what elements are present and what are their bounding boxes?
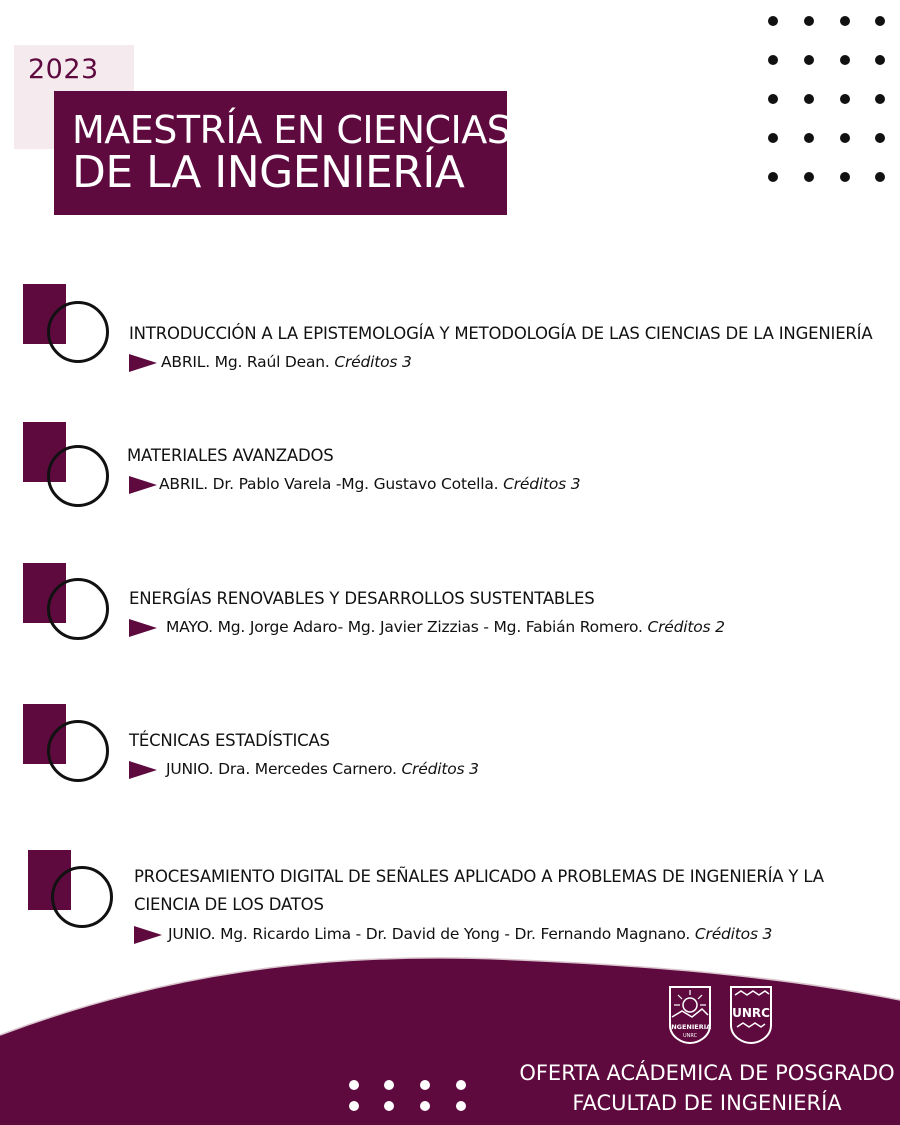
svg-text:UNRC: UNRC [732,1006,770,1020]
arrow-icon [129,619,157,637]
page-title-line2: DE LA INGENIERÍA [72,147,465,198]
bullet-ring-icon [47,301,109,363]
bullet-ring-icon [47,720,109,782]
course-credits: Créditos 2 [647,618,725,636]
course-title: PROCESAMIENTO DIGITAL DE SEÑALES APLICADO A PROBLEMAS DE INGENIERÍA Y LA CIENCIA DE LOS DATOS [134,867,824,914]
arrow-icon [129,476,157,494]
bullet-ring-icon [51,866,113,928]
course-detail: JUNIO. Dra. Mercedes Carnero. Créditos 3 [166,760,479,778]
course-title: TÉCNICAS ESTADÍSTICAS [129,731,330,750]
unrc-logo [729,985,773,1050]
arrow-icon [129,354,157,372]
course-credits: Créditos 3 [503,475,581,493]
course-credits: Créditos 3 [401,760,479,778]
bullet-ring-icon [47,445,109,507]
course-detail: JUNIO. Mg. Ricardo Lima - Dr. David de Yong - Dr. Fernando Magnano. Créditos 3 [168,925,773,943]
ingenieria-logo [668,985,712,1050]
svg-text:UNRC: UNRC [682,1033,698,1039]
page-title-line1: MAESTRÍA EN CIENCIAS [72,108,511,152]
course-credits: Créditos 3 [334,353,412,371]
course-detail: MAYO. Mg. Jorge Adaro- Mg. Javier Zizzias - Mg. Fabián Romero. Créditos 2 [166,618,725,636]
footer-title: OFERTA ACÁDEMICA DE POSGRADO [519,1061,895,1085]
arrow-icon [134,926,162,944]
year-label: 2023 [28,54,99,85]
course-title: INTRODUCCIÓN A LA EPISTEMOLOGÍA Y METODOLOGÍA DE LAS CIENCIAS DE LA INGENIERÍA [129,324,873,343]
course-title: MATERIALES AVANZADOS [127,446,334,465]
course-detail: ABRIL. Dr. Pablo Varela -Mg. Gustavo Cotella. Créditos 3 [159,475,581,493]
course-title: ENERGÍAS RENOVABLES Y DESARROLLOS SUSTENTABLES [129,589,595,608]
footer-subtitle: FACULTAD DE INGENIERÍA [572,1091,842,1115]
course-detail: ABRIL. Mg. Raúl Dean. Créditos 3 [161,353,412,371]
arrow-icon [129,761,157,779]
svg-text:INGENIERIA: INGENIERIA [668,1023,712,1031]
bullet-ring-icon [47,578,109,640]
course-credits: Créditos 3 [694,925,773,943]
